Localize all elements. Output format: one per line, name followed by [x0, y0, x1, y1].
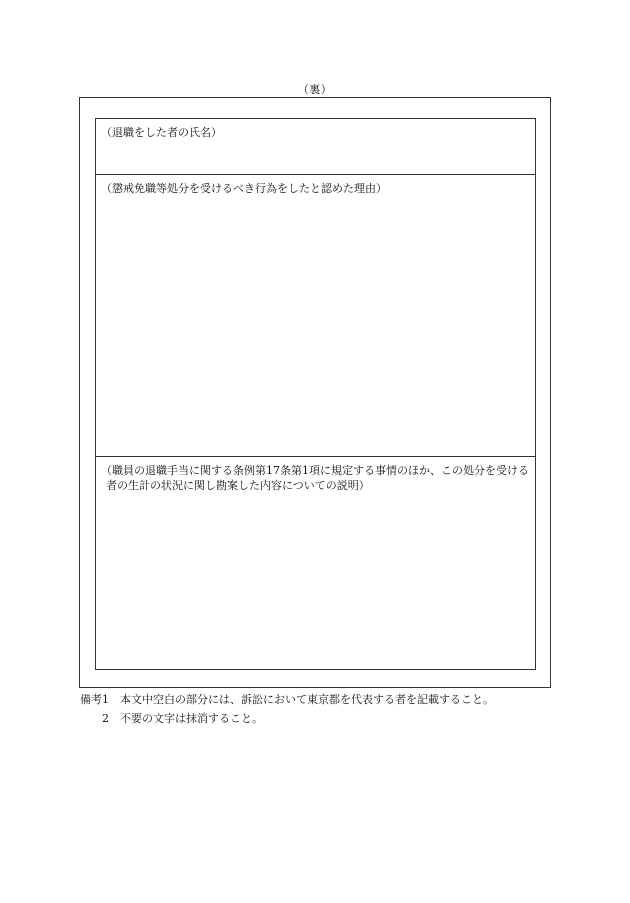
remark-number: 2 [102, 712, 109, 725]
page-label: （裏） [297, 83, 333, 96]
remark-number: 1 [102, 693, 109, 706]
remarks [80, 690, 580, 728]
remark-text: 不要の文字は抹消すること。 [120, 712, 263, 725]
remark-text: 本文中空白の部分には、訴訟において東京都を代表する者を記載すること。 [120, 693, 494, 706]
form-table [95, 118, 536, 670]
livelihood-explanation-section [96, 457, 535, 669]
remark-item [80, 709, 580, 728]
retiree-name-section [96, 119, 535, 175]
reason-section [96, 175, 535, 457]
livelihood-explanation-label: （職員の退職手当に関する条例第17条第1項に規定する事情のほか、この処分を受ける者の生計の状況に関し勘案した内容についての説明） [101, 464, 529, 492]
remark-item [80, 690, 580, 709]
remarks-heading: 備考 [80, 693, 102, 706]
reason-label: （懲戒免職等処分を受けるべき行為をしたと認めた理由） [101, 182, 387, 195]
retiree-name-label: （退職をした者の氏名） [101, 126, 222, 139]
